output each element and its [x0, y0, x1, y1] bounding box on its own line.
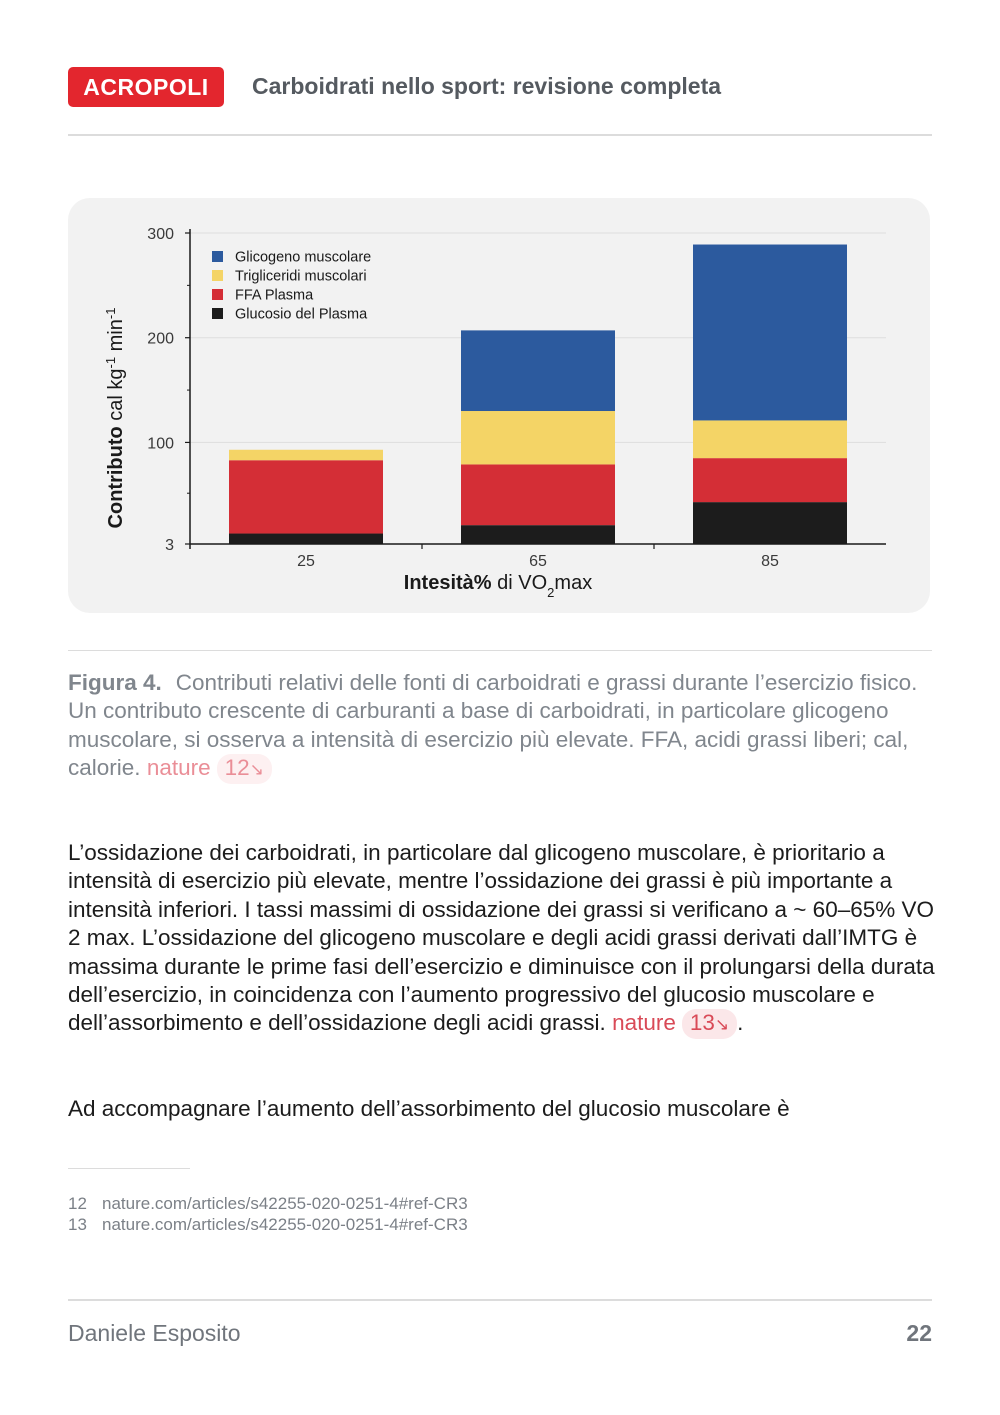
page-number: 22	[906, 1320, 932, 1346]
stacked-bar-chart	[68, 198, 930, 613]
figure-caption	[68, 669, 938, 784]
x-axis-label-end: max	[554, 572, 593, 594]
bar-segment	[229, 534, 383, 544]
y-tick-label: 200	[147, 330, 174, 348]
bar-segment	[461, 525, 615, 544]
footnote-url[interactable]: nature.com/articles/s42255-020-0251-4#ref-CR3	[102, 1194, 468, 1213]
bar-segment	[461, 330, 615, 411]
body-paragraph-2: Ad accompagnare l’aumento dell’assorbimento del glucosio muscolare è	[68, 1096, 790, 1121]
footnote-url[interactable]: nature.com/articles/s42255-020-0251-4#ref-CR3	[102, 1215, 468, 1234]
bar-segment	[461, 464, 615, 525]
footer-author: Daniele Esposito	[68, 1320, 241, 1346]
page-header	[68, 67, 932, 107]
bar-segment	[693, 245, 847, 421]
y-axis-label-min: min	[105, 319, 127, 357]
paragraph-1-ref-number: 13	[689, 1010, 715, 1036]
x-axis-label-sub: 2	[547, 584, 555, 600]
arrow-down-right-icon: ↘	[249, 760, 264, 780]
legend	[212, 250, 371, 323]
x-tick-label: 25	[297, 553, 315, 570]
x-axis-label-suffix: di VO	[491, 572, 548, 594]
legend-label: Glicogeno muscolare	[235, 249, 372, 266]
y-axis-label-main: Contributo	[105, 426, 127, 529]
footnote-item[interactable]	[68, 1193, 468, 1214]
caption-ref-number: 12	[224, 755, 250, 781]
bar-segment	[229, 460, 383, 533]
paragraph-1-source-link[interactable]: nature	[612, 1010, 676, 1036]
body-paragraph-1	[68, 839, 938, 1039]
legend-label: FFA Plasma	[235, 287, 314, 304]
bar-segment	[693, 458, 847, 502]
legend-swatch	[212, 289, 223, 300]
legend-swatch	[212, 270, 223, 281]
paragraph-1-text: L’ossidazione dei carboidrati, in particolare dal glicogeno muscolare, è prioritario a intensità di esercizio più elevate, mentre l’ossidazione dei grassi è più importante a intensità inferiori. I tassi massimi di ossidazione dei grassi si verificano a ~ 60–65% VO 2 max. L’ossidazione del glicogeno muscolare e degli acidi grassi derivati dall’IMTG è massima durante le prime fasi dell’esercizio e diminuisce con il prolungarsi della durata dell’esercizio, in coincidenza con l’aumento progressivo del glucosio muscolare e dell’assorbimento e dell’ossidazione degli acidi grassi.	[68, 840, 935, 1036]
legend-label: Glucosio del Plasma	[235, 306, 368, 323]
caption-source-link[interactable]: nature	[146, 755, 211, 781]
footnote-number: 12	[68, 1194, 87, 1213]
legend-swatch	[212, 251, 223, 262]
bar-segment	[229, 450, 383, 460]
y-axis-label-exp2: -1	[102, 307, 118, 320]
figure-4-chart-card	[68, 198, 930, 613]
brand-logo[interactable]: ACROPOLI	[68, 67, 224, 107]
y-tick-label: 100	[147, 435, 174, 453]
y-tick-label: 3	[165, 537, 174, 554]
footnote-item[interactable]	[68, 1214, 468, 1235]
x-tick-label: 85	[761, 553, 779, 570]
y-axis-label-unit: cal kg	[105, 368, 127, 427]
footer-divider	[68, 1299, 932, 1301]
paragraph-1-end: .	[737, 1010, 744, 1036]
caption-text: Contributi relativi delle fonti di carboidrati e grassi durante l’esercizio fisico. Un contributo crescente di carburanti a base di carboidrati, in particolare glicogeno muscolare, si osserva a intensità di esercizio più elevate. FFA, acidi grassi liberi; cal, calorie.	[68, 670, 918, 781]
y-tick-label: 300	[147, 226, 174, 243]
caption-ref-badge[interactable]	[217, 754, 272, 784]
paragraph-1-ref-badge[interactable]	[682, 1009, 737, 1039]
x-axis-label	[404, 572, 592, 600]
y-axis-label-exp1: -1	[102, 356, 118, 369]
document-title: Carboidrati nello sport: revisione completa	[252, 73, 722, 99]
figure-label: Figura 4.	[68, 670, 162, 695]
arrow-down-right-icon: ↘	[714, 1015, 730, 1035]
footnotes	[68, 1193, 468, 1235]
bar-segment	[693, 420, 847, 458]
bars-layer	[229, 245, 847, 544]
legend-label: Trigliceridi muscolari	[235, 268, 367, 285]
bar-segment	[461, 411, 615, 464]
footnote-divider	[68, 1168, 190, 1169]
header-divider	[68, 134, 932, 136]
bar-segment	[693, 502, 847, 544]
y-axis-label	[103, 308, 128, 529]
legend-swatch	[212, 308, 223, 319]
x-tick-label: 65	[529, 553, 547, 570]
figure-divider	[68, 650, 932, 651]
x-axis-label-prefix: Intesità%	[403, 572, 492, 594]
footnote-number: 13	[68, 1215, 87, 1234]
